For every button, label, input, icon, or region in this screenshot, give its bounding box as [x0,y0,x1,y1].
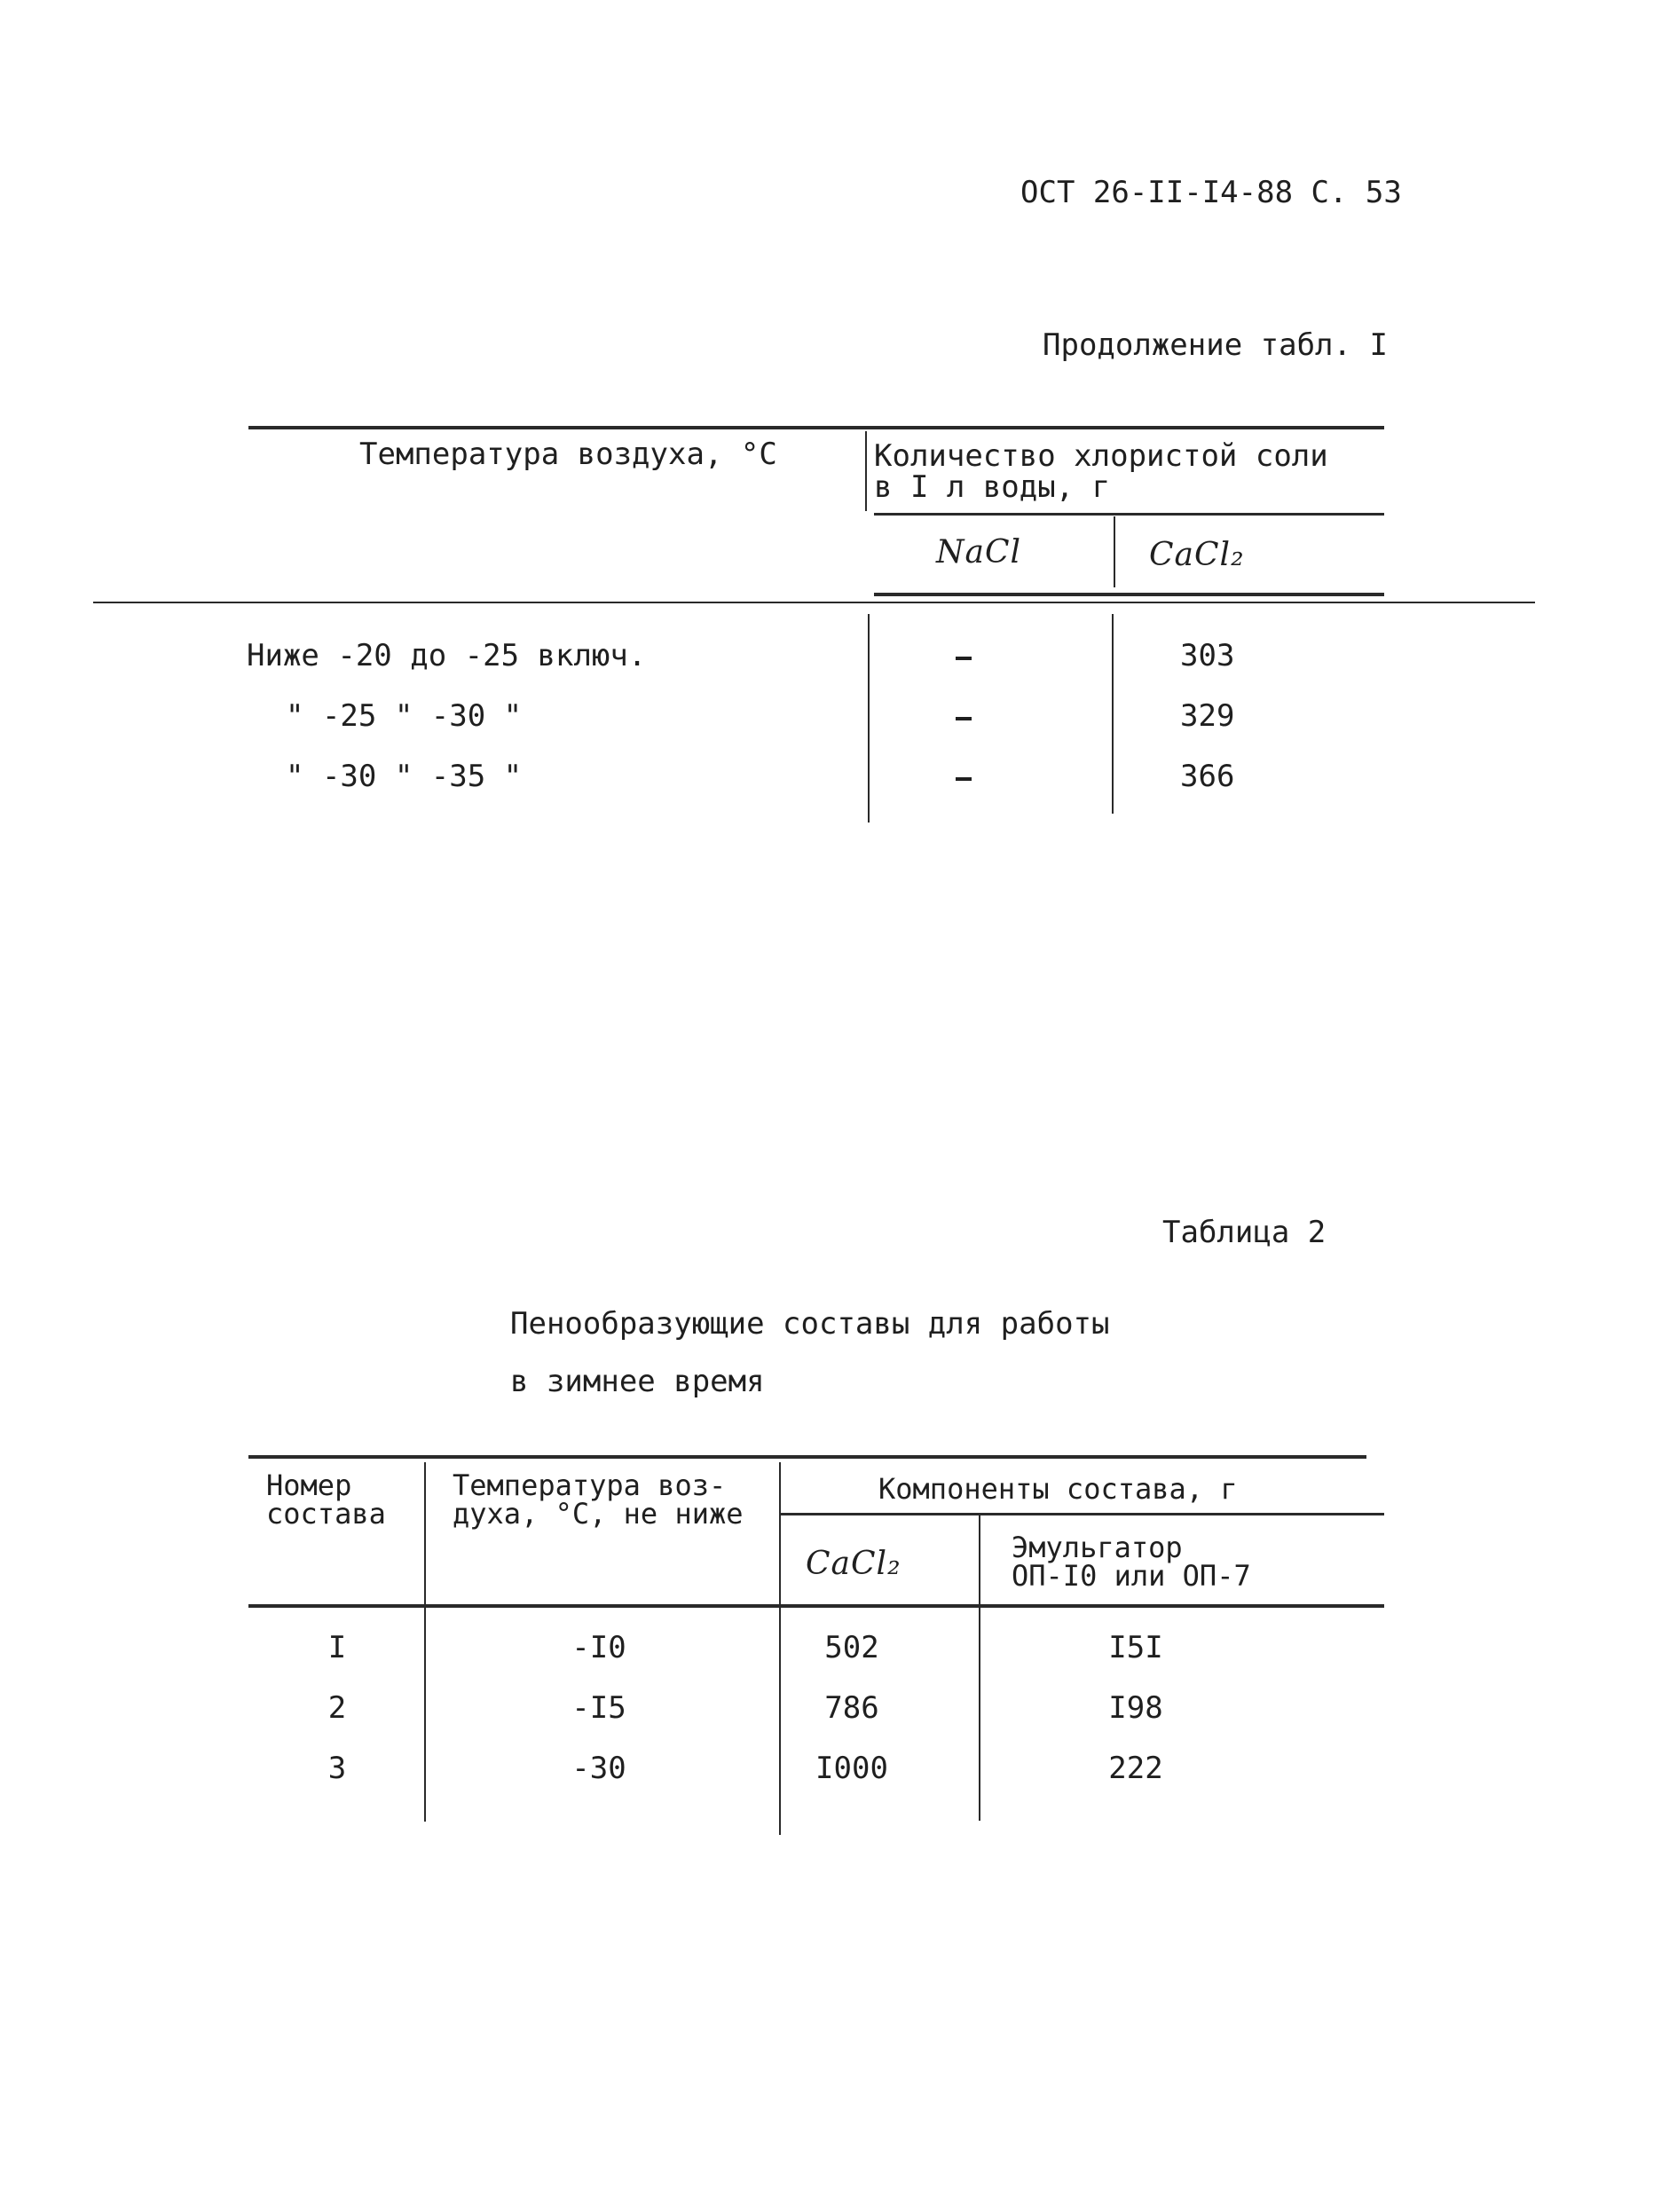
table1-header-divider [865,431,867,511]
table1-row2-nacl [956,717,972,720]
table2-row2-emulsifier: I98 [1108,1690,1163,1726]
table1-row3-label: " -30 " -35 " [286,759,523,794]
table2-row3-num: 3 [327,1751,347,1786]
table2-row2-cacl2: 786 [824,1690,879,1726]
table2-top-rule [248,1455,1366,1459]
table1-subheader-divider [1114,516,1115,587]
table1-col-salt-header-line2: в I л воды, г [874,469,1111,505]
table2-row3-emulsifier: 222 [1108,1751,1163,1786]
table2-title-line1: Пенообразующие составы для работы [510,1306,1110,1342]
table2-row1-cacl2: 502 [824,1630,879,1665]
table2-sub-cacl2: CaCl₂ [806,1546,901,1582]
table2-header-bottom-rule [248,1604,1384,1608]
table1-row1-nacl [956,657,972,660]
table1-row1-label: Ниже -20 до -25 включ. [247,638,647,673]
table2-row1-temp: -I0 [571,1630,626,1665]
table1-row3-nacl [956,777,972,781]
table2-row3-cacl2: I000 [815,1751,888,1786]
table2-col-num-line1: Номер [266,1468,352,1502]
table2-sub-emulsifier-line1: Эмульгатор [1012,1531,1183,1564]
table2-col-temp-line2: духа, °С, не ниже [453,1497,744,1531]
table1-row3-cacl2: 366 [1180,759,1235,794]
table1-body-divider-2 [1112,614,1114,814]
table2-row2-temp: -I5 [571,1690,626,1726]
table2-subheader-rule [781,1513,1384,1515]
table2-title-line2: в зимнее время [510,1364,765,1399]
table2-col-num-line2: состава [266,1497,386,1531]
table1-sub-cacl2: CaCl₂ [1149,537,1245,573]
table2-row3-temp: -30 [571,1751,626,1786]
table1-col-temperature-header: Температура воздуха, °С [359,437,777,472]
table2-row2-num: 2 [327,1690,347,1726]
table2-col-divider-3 [979,1608,980,1821]
table1-col-salt-header-line1: Количество хлористой соли [874,438,1328,474]
table2-subheader-divider [979,1515,980,1604]
table2-col-divider-1 [424,1462,426,1822]
table1-header-bottom-rule [874,593,1384,596]
table2-col-temp-line1: Температура воз- [453,1468,727,1502]
table1-sub-nacl: NaCl [936,534,1022,571]
table2-caption: Таблица 2 [1162,1215,1327,1250]
table1-row2-label: " -25 " -30 " [286,698,523,734]
document-reference: ОСТ 26-II-I4-88 С. 53 [1020,175,1402,210]
table2-col-divider-2 [779,1462,781,1835]
table1-row1-cacl2: 303 [1180,638,1235,673]
table2-sub-emulsifier-line2: ОП-I0 или ОП-7 [1012,1559,1251,1593]
table1-caption: Продолжение табл. I [1043,327,1388,363]
table1-row2-cacl2: 329 [1180,698,1235,734]
table2-row1-num: I [327,1630,347,1665]
table1-subheader-rule [874,513,1384,516]
table2-row1-emulsifier: I5I [1108,1630,1163,1665]
table1-long-rule [93,602,1535,603]
table1-body-divider-1 [868,614,870,823]
table1-top-rule [248,426,1384,429]
table2-col-components-header: Компоненты состава, г [878,1472,1238,1506]
